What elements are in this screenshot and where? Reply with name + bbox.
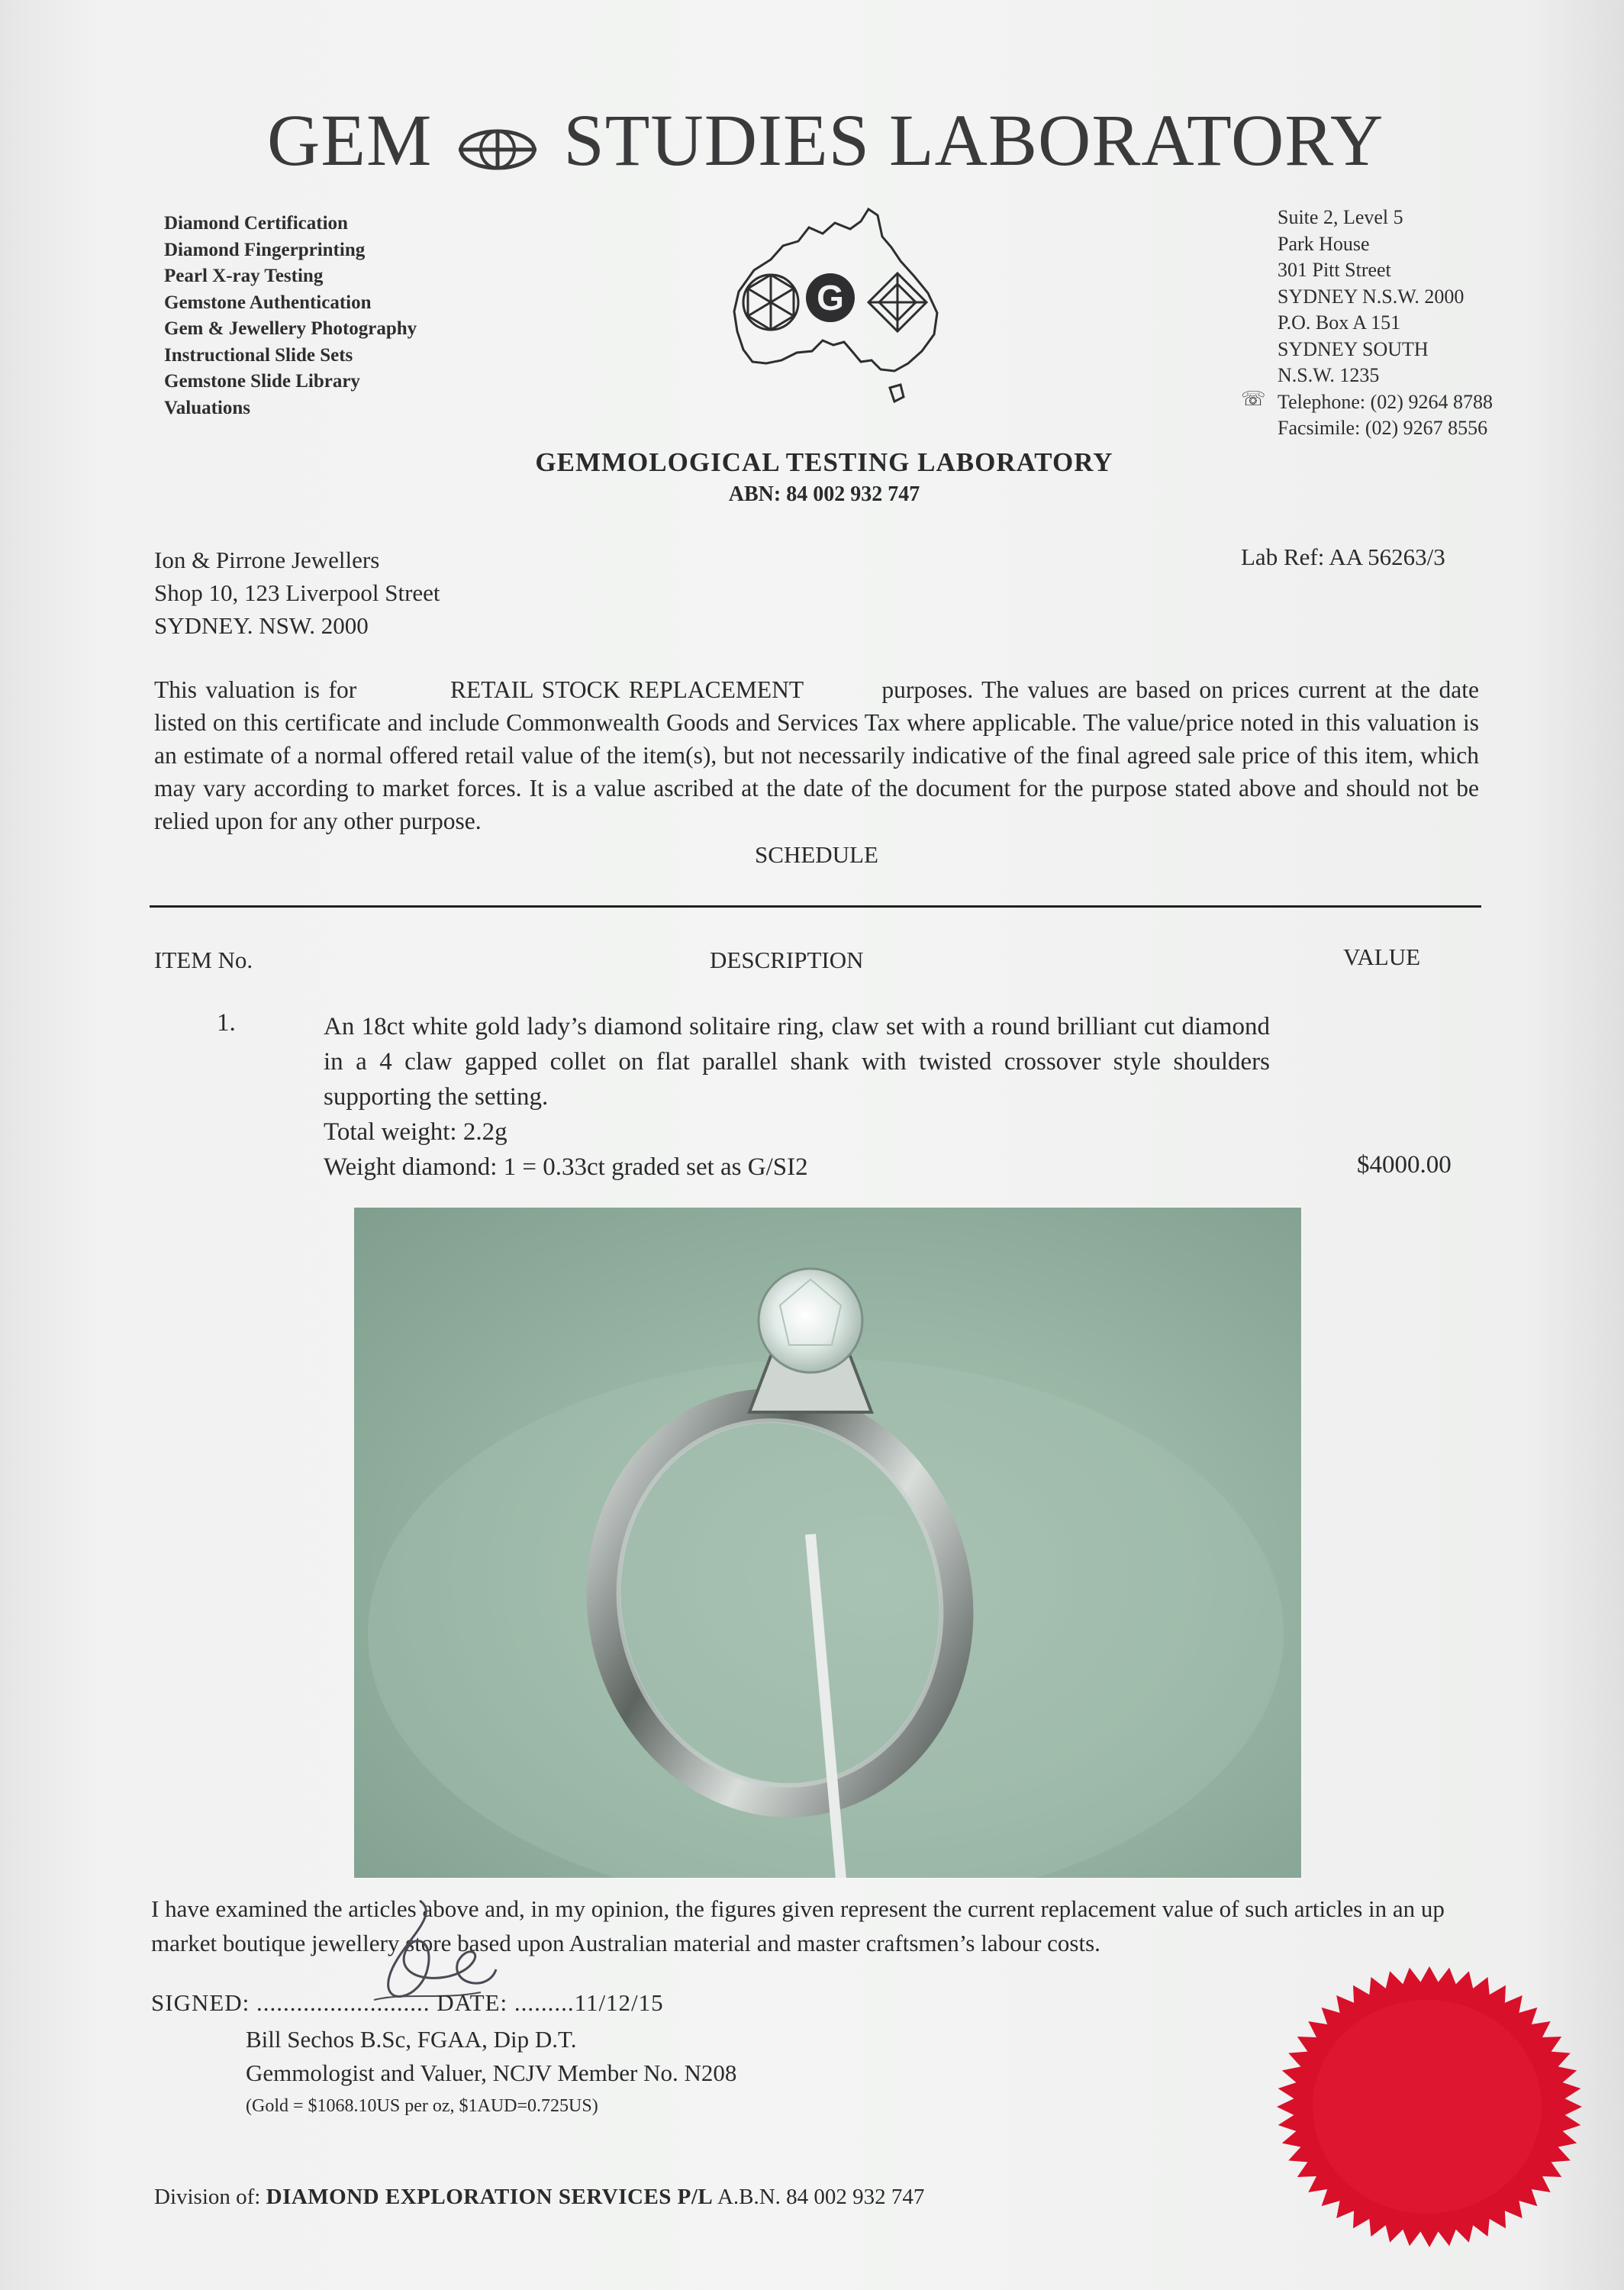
gem-cross-icon (456, 105, 540, 190)
logo-letter: G (817, 278, 844, 318)
service-item: Gemstone Slide Library (164, 371, 360, 392)
valuer-name: Bill Sechos B.Sc, FGAA, Dip D.T. (246, 2026, 577, 2053)
signed-date-line: SIGNED: .......................... DATE: .........11/12/15 (151, 1989, 664, 2016)
client-line: Ion & Pirrone Jewellers (154, 547, 380, 573)
item-value: $4000.00 (1357, 1151, 1452, 1179)
lab-title (267, 98, 1384, 190)
gold-price-note: (Gold = $1068.10US per oz, $1AUD=0.725US) (246, 2096, 598, 2116)
lab-reference: Lab Ref: AA 56263/3 (1241, 543, 1445, 570)
division-footer (154, 2185, 924, 2210)
division-name: DIAMOND EXPLORATION SERVICES P/L (266, 2185, 714, 2209)
schedule-heading: SCHEDULE (755, 841, 878, 868)
description-text: An 18ct white gold lady’s diamond solitaire ring, claw set with a round brilliant cut diamond in a 4 claw gapped collet on flat parallel shank with twisted crossover style shoulders supporting the setting. (324, 1013, 1270, 1111)
telephone-icon: ☏ (1241, 388, 1266, 410)
client-address (154, 543, 440, 642)
address-line: Park House (1278, 232, 1370, 255)
divider (150, 905, 1481, 908)
address-line: Suite 2, Level 5 (1278, 206, 1403, 228)
address-line: N.S.W. 1235 (1278, 364, 1380, 386)
service-item: Gem & Jewellery Photography (164, 318, 417, 339)
lab-address (1278, 205, 1493, 442)
service-item: Instructional Slide Sets (164, 344, 353, 366)
client-line: SYDNEY. NSW. 2000 (154, 612, 369, 639)
red-seal-icon (1263, 1950, 1599, 2256)
address-line: 301 Pitt Street (1278, 259, 1391, 281)
attestation-text: I have examined the articles above and, in my opinion, the figures given represent the current replacement value of such articles in an up market boutique jewellery store based upon Australian material and master craftsmen’s labour costs. (151, 1895, 1445, 1956)
total-weight: Total weight: 2.2g (324, 1118, 508, 1146)
item-number: 1. (217, 1009, 236, 1037)
valuer-details (246, 2023, 736, 2090)
valuation-statement (154, 673, 1479, 837)
division-abn: A.B.N. 84 002 932 747 (717, 2185, 925, 2209)
lab-heading: GEMMOLOGICAL TESTING LABORATORY (535, 447, 1113, 477)
service-item: Diamond Fingerprinting (164, 239, 366, 260)
diamond-weight: Weight diamond: 1 = 0.33ct graded set as G/SI2 (324, 1153, 808, 1181)
item-description (324, 1009, 1270, 1185)
title-left: GEM (267, 99, 433, 181)
photo-frame (353, 1206, 1303, 1879)
address-line: P.O. Box A 151 (1278, 311, 1401, 334)
facsimile-line: Facsimile: (02) 9267 8556 (1278, 417, 1488, 439)
telephone-line: Telephone: (02) 9264 8788 (1278, 390, 1493, 413)
service-item: Valuations (164, 397, 251, 418)
client-line: Shop 10, 123 Liverpool Street (154, 579, 440, 606)
division-prefix: Division of: (154, 2185, 261, 2209)
column-description: DESCRIPTION (710, 947, 864, 973)
title-right: STUDIES LABORATORY (563, 99, 1384, 181)
address-line: SYDNEY N.S.W. 2000 (1278, 285, 1464, 308)
valuer-title: Gemmologist and Valuer, NCJV Member No. N208 (246, 2059, 737, 2086)
valuation-purpose: RETAIL STOCK REPLACEMENT (450, 676, 804, 703)
column-value: VALUE (1343, 943, 1421, 970)
services-list (164, 211, 417, 421)
valuation-prefix: This valuation is for (154, 676, 357, 703)
address-line: SYDNEY SOUTH (1278, 337, 1429, 360)
column-item-no: ITEM No. (154, 947, 253, 973)
australia-logo-icon (708, 200, 952, 414)
valuation-body: purposes. The values are based on prices current at the date listed on this certificate and include Commonwealth Goods and Services Tax where applicable. The value/price noted in this valuation is an estimate of a normal offered retail value of the item(s), but not necessarily indicative of the final agreed sale price of this item, which may vary according to market forces. It is a value ascribed at the date of the document for the purpose stated above and should not be relied upon for any other purpose. (154, 676, 1480, 834)
service-item: Pearl X-ray Testing (164, 266, 324, 286)
service-item: Diamond Certification (164, 213, 348, 234)
service-item: Gemstone Authentication (164, 292, 372, 313)
abn-number: ABN: 84 002 932 747 (728, 482, 920, 506)
